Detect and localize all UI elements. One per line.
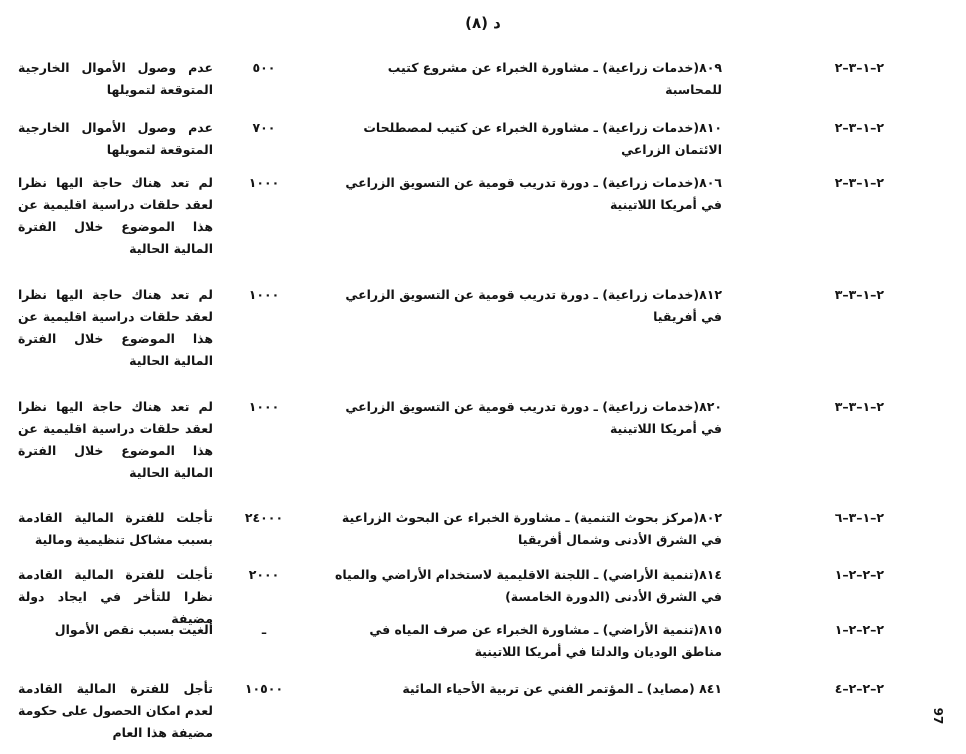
reason: لم تعد هناك حاجة اليها نظرا لعقد حلقات دراسية اقليمية عن هذا الموضوع خلال الفترة المالية الحالية — [18, 287, 213, 368]
amount: ـ — [261, 622, 267, 637]
page-number: 97 — [931, 707, 945, 725]
project-description: ٨١٤(تنمية الأراضي) ـ اللجنة الاقليمية لاستخدام الأراضي والمياه في الشرق الأدنى (الدورة الخامسة) — [334, 567, 722, 604]
item-code: ٢–١–٣–٣ — [834, 399, 884, 414]
amount: ٧٠٠ — [252, 120, 276, 135]
item-code: ٢–١–٣–٣ — [834, 287, 884, 302]
amount: ١٠٠٠ — [248, 287, 280, 302]
item-code: ٢–١–٣–٦ — [834, 510, 884, 525]
amount: ١٠٥٠٠ — [244, 681, 284, 696]
project-description: ٨١٥(تنمية الأراضي) ـ مشاورة الخبراء عن صرف المياه في مناطق الوديان والدلتا في أمريكا اللاتينية — [369, 622, 722, 659]
project-description: ٨٠٦(خدمات زراعية) ـ دورة تدريب قومية عن التسويق الزراعي في أمريكا اللاتينية — [345, 175, 722, 212]
reason: عدم وصول الأموال الخارجية المتوقعة لتمويلها — [18, 60, 213, 97]
item-code: ٢–١–٣–٢ — [834, 120, 884, 135]
item-code: ٢–١–٣–٢ — [834, 175, 884, 190]
amount: ١٠٠٠ — [248, 175, 280, 190]
table-row — [0, 396, 966, 480]
table-row — [0, 564, 966, 626]
reason: عدم وصول الأموال الخارجية المتوقعة لتمويلها — [18, 120, 213, 157]
project-description: ٨٠٩(خدمات زراعية) ـ مشاورة الخبراء عن مشروع كتيب للمحاسبة — [387, 60, 722, 97]
amount: ١٠٠٠ — [248, 399, 280, 414]
item-code: ٢–٢–٢–١ — [834, 567, 884, 582]
page-title: د (٨) — [465, 14, 501, 32]
table-row — [0, 57, 966, 97]
table-row — [0, 117, 966, 157]
amount: ٢٤٠٠٠ — [244, 510, 284, 525]
amount: ٥٠٠ — [252, 60, 276, 75]
reason: لم تعد هناك حاجة اليها نظرا لعقد حلقات دراسية اقليمية عن هذا الموضوع خلال الفترة المالية الحالية — [18, 175, 213, 256]
table-row — [0, 619, 966, 659]
reason: ألغيت بسبب نقص الأموال — [54, 622, 213, 637]
project-description: ٨١٠(خدمات زراعية) ـ مشاورة الخبراء عن كتيب لمصطلحات الائتمان الزراعي — [363, 120, 722, 157]
table-row — [0, 284, 966, 368]
project-description: ٨٤١ (مصايد) ـ المؤتمر الفني عن تربية الأحياء المائية — [402, 681, 722, 696]
project-description: ٨١٢(خدمات زراعية) ـ دورة تدريب قومية عن التسويق الزراعي في أفريقيا — [345, 287, 722, 324]
project-description: ٨٠٢(مركز بحوث التنمية) ـ مشاورة الخبراء عن البحوث الزراعية في الشرق الأدنى وشمال أفريقيا — [341, 510, 722, 547]
reason: تأجلت للفترة المالية القادمة نظرا للتأخر في ايجاد دولة مضيفة — [18, 567, 213, 626]
item-code: ٢–٢–٢–١ — [834, 622, 884, 637]
project-description: ٨٢٠(خدمات زراعية) ـ دورة تدريب قومية عن التسويق الزراعي في أمريكا اللاتينية — [345, 399, 722, 436]
table-row — [0, 172, 966, 256]
table-row — [0, 507, 966, 547]
reason: لم تعد هناك حاجة اليها نظرا لعقد حلقات دراسية اقليمية عن هذا الموضوع خلال الفترة المالية الحالية — [18, 399, 213, 480]
reason: تأجل للفترة المالية القادمة لعدم امكان الحصول على حكومة مضيفة هذا العام — [18, 681, 213, 740]
item-code: ٢–٢–٢–٤ — [834, 681, 884, 696]
amount: ٢٠٠٠ — [248, 567, 280, 582]
reason: تأجلت للفترة المالية القادمة بسبب مشاكل تنظيمية ومالية — [18, 510, 213, 547]
item-code: ٢–١–٣–٢ — [834, 60, 884, 75]
